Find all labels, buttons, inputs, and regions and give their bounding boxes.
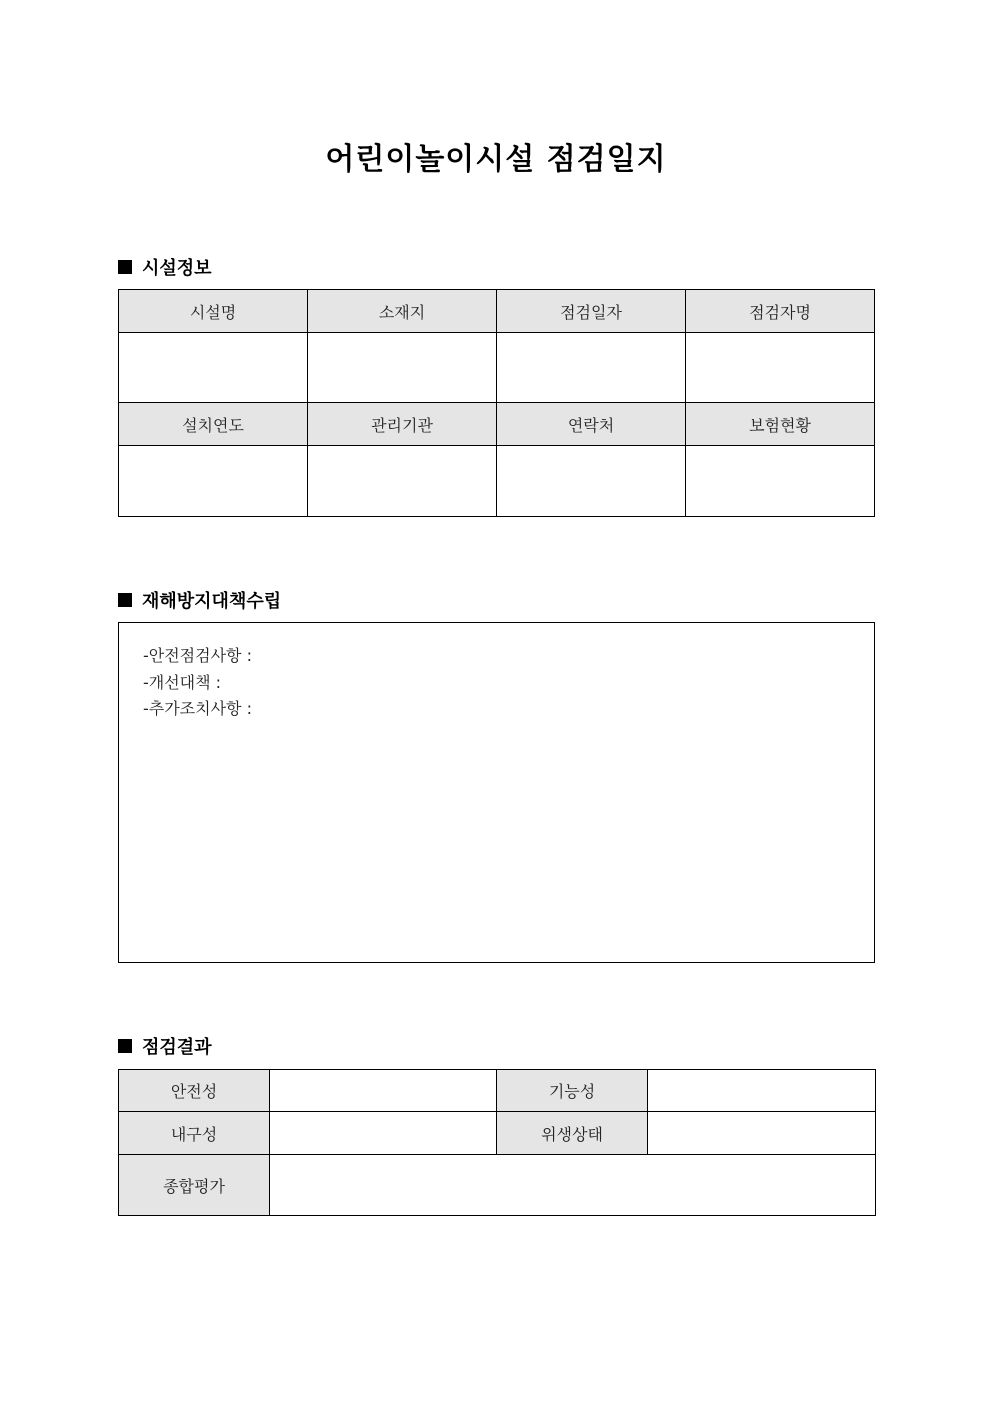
safety-inspection-line [143, 643, 850, 670]
section-title: 재해방지대책수립 [142, 591, 282, 612]
inspection-date-field[interactable] [497, 333, 686, 403]
result-row [119, 1112, 876, 1155]
header-installation-year: 설치연도 [119, 403, 308, 446]
section-title: 시설정보 [142, 258, 212, 279]
square-bullet-icon [118, 593, 132, 607]
header-row [119, 290, 875, 333]
disaster-prevention-box[interactable] [118, 622, 875, 963]
insurance-status-field[interactable] [686, 446, 875, 517]
header-inspector-name: 점검자명 [686, 290, 875, 333]
improvement-measures-line [143, 670, 850, 697]
header-location: 소재지 [308, 290, 497, 333]
line-label: -안전점검사항 : [143, 646, 252, 665]
label-overall-evaluation: 종합평가 [119, 1155, 270, 1216]
additional-actions-line [143, 696, 850, 723]
managing-agency-field[interactable] [308, 446, 497, 517]
value-row [119, 446, 875, 517]
line-label: -개선대책 : [143, 672, 222, 692]
header-insurance-status: 보험현황 [686, 403, 875, 446]
hygiene-field[interactable] [648, 1112, 876, 1155]
section-heading-inspection-results [118, 1033, 212, 1059]
label-hygiene: 위생상태 [497, 1112, 648, 1155]
square-bullet-icon [118, 260, 132, 274]
label-safety: 안전성 [119, 1070, 270, 1112]
result-row [119, 1070, 876, 1112]
safety-field[interactable] [270, 1070, 497, 1112]
header-row [119, 403, 875, 446]
facility-name-field[interactable] [119, 333, 308, 403]
overall-row [119, 1155, 876, 1216]
functionality-field[interactable] [648, 1070, 876, 1112]
facility-info-table [118, 289, 875, 517]
header-contact: 연락처 [497, 403, 686, 446]
section-heading-disaster-prevention [118, 587, 281, 613]
installation-year-field[interactable] [119, 446, 308, 517]
value-row [119, 333, 875, 403]
line-label: -추가조치사항 : [143, 699, 252, 718]
overall-evaluation-field[interactable] [270, 1155, 876, 1216]
section-heading-facility-info [118, 254, 212, 280]
document-title: 어린이놀이시설 점검일지 [325, 142, 667, 177]
header-inspection-date: 점검일자 [497, 290, 686, 333]
label-durability: 내구성 [119, 1112, 270, 1155]
location-field[interactable] [308, 333, 497, 403]
inspection-results-table [118, 1069, 876, 1216]
square-bullet-icon [118, 1039, 132, 1053]
contact-field[interactable] [497, 446, 686, 517]
label-functionality: 기능성 [497, 1070, 648, 1112]
inspector-name-field[interactable] [686, 333, 875, 403]
section-title: 점검결과 [142, 1037, 212, 1058]
durability-field[interactable] [270, 1112, 497, 1155]
header-managing-agency: 관리기관 [308, 403, 497, 446]
header-facility-name: 시설명 [119, 290, 308, 333]
